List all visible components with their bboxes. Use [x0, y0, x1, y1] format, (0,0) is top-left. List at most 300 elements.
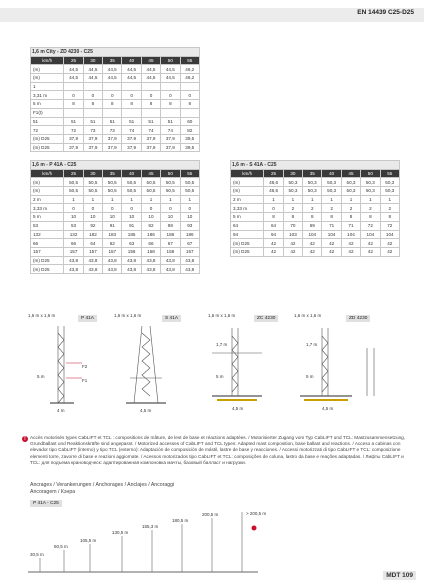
table-cell: 37,9 [122, 134, 141, 143]
d1-dim-f1: F1 [82, 378, 88, 383]
row-label: 2 m [231, 195, 264, 204]
table-cell: 37,9 [64, 134, 83, 143]
table-cell: 50,3 [341, 187, 360, 196]
table-row [31, 187, 200, 196]
table-row [31, 221, 200, 230]
table-cell [103, 82, 122, 91]
d4-dim-5m: 5 m [306, 374, 314, 379]
speed-header-label: km/h [231, 169, 264, 178]
d4-dim-width: 4,5 m [322, 406, 334, 411]
table-cell: 8 [122, 100, 141, 109]
table-cell: 51 [64, 117, 83, 126]
table-cell: 44,5 [141, 65, 160, 74]
row-label: (m) [231, 187, 264, 196]
table-row [31, 247, 200, 256]
d1-badge: P 41A [78, 315, 97, 322]
table-cell: 50,5 [103, 187, 122, 196]
table-cell: 43,8 [103, 256, 122, 265]
table-cell: 42 [341, 247, 360, 256]
row-label: F1(t) [31, 108, 64, 117]
height-6: 200,5 m [202, 512, 219, 517]
table-cell: 37,9 [161, 134, 180, 143]
table-cell: 51 [122, 117, 141, 126]
row-label: 64 [231, 221, 264, 230]
table-cell: 157 [180, 247, 199, 256]
table-cell: 8 [264, 213, 283, 222]
table-cell: 37,9 [83, 134, 102, 143]
table-cell: 37,9 [141, 143, 160, 152]
table-cell: 8 [141, 100, 160, 109]
anchorage-title-line2: Ancoragem / Кэнра [30, 488, 76, 495]
table-cell: 1 [341, 195, 360, 204]
table-row [31, 100, 200, 109]
table-cell: 43,8 [141, 256, 160, 265]
speed-header: 25 [64, 56, 83, 65]
height-7: > 200,5 m [246, 511, 267, 516]
table-cell: 10 [64, 213, 83, 222]
table-cell [64, 108, 83, 117]
table-cell: 183 [103, 230, 122, 239]
speed-header: 55 [180, 169, 199, 178]
d2-dim-width: 4,5 m [140, 408, 152, 413]
table-cell: 104 [303, 230, 322, 239]
table-cell: 104 [361, 230, 380, 239]
height-3: 130,5 m [112, 530, 129, 535]
table-cell: 44,5 [161, 65, 180, 74]
table-cell: 50,3 [322, 187, 341, 196]
speed-header: 50 [361, 169, 380, 178]
table-cell: 0 [122, 204, 141, 213]
table-cell: 0 [64, 91, 83, 100]
table-cell: 64 [264, 221, 283, 230]
row-label: 132 [31, 230, 64, 239]
table-cell: 91 [103, 221, 122, 230]
speed-header: 35 [103, 56, 122, 65]
table-row [31, 178, 200, 187]
row-label: 94 [231, 230, 264, 239]
table-row [231, 195, 400, 204]
table-cell: 74 [141, 126, 160, 135]
table-cell: 51 [83, 117, 102, 126]
table-cell: 60 [180, 117, 199, 126]
table-row [31, 134, 200, 143]
height-1: 60,5 m [54, 544, 68, 549]
row-label: (m) [31, 74, 64, 83]
d3-dim-height: 1,7 m [216, 342, 228, 347]
table-cell: 10 [83, 213, 102, 222]
table-cell: 1 [122, 195, 141, 204]
table-cell [64, 82, 83, 91]
table-row [31, 65, 200, 74]
table-cell: 37,9 [103, 143, 122, 152]
height-0: 30,5 m [30, 552, 44, 557]
notes-text: Accès motorisés types CabLIFT et TCL : compositions de mâture, de lest de base et réactions adaptées. / Motorisierter Zugang vom Typ CabLIFT und TCL: Mastzusammensetzung, Grundballast und Reaktionskräfte sind angepasst. / Motorized accesses of CabLIFT and TCL types: Adapted mast composition, base ballast and reactions. / Acceso a cabinas con elevador tipo CabLIFT (interno) y tipo TCL (externo): Adaptación de composición de mástil, lastre de base y reacciones. / Accessi motorizzati di tipo CabLIFT e TCL: composizione elementi torre, zavorre di base e reazioni aggiornate. / Acessos motorizados tipo CabLIFT et TCL: composições de coluna, lastro da base e reações adaptadas. / Лифты CabLIFT и TCL: для подъема крановодческ: адаптированная компоновка мачты, базовый балласт и нагрузки. [30, 435, 406, 465]
table-cell: 72 [64, 126, 83, 135]
table-cell: 50,3 [322, 178, 341, 187]
table-cell: 44,5 [64, 74, 83, 83]
table-cell: 98 [161, 221, 180, 230]
table-cell: 10 [180, 213, 199, 222]
row-label: 1 [31, 82, 64, 91]
table-cell: 67 [161, 239, 180, 248]
table-cell: 0 [264, 204, 283, 213]
table-cell: 44,5 [83, 74, 102, 83]
table-cell [161, 108, 180, 117]
table-cell: 74 [161, 126, 180, 135]
table-cell: 10 [103, 213, 122, 222]
speed-header: 35 [303, 169, 322, 178]
table-cell: 71 [341, 221, 360, 230]
table-cell: 132 [64, 230, 83, 239]
table-cell: 50,5 [83, 187, 102, 196]
speed-header: 55 [380, 169, 399, 178]
table-cell: 1 [303, 195, 322, 204]
table-cell: 94 [264, 230, 283, 239]
table-cell: 1 [180, 195, 199, 204]
table-cell: 50,5 [180, 187, 199, 196]
table-cell: 8 [322, 213, 341, 222]
table-cell: 42 [361, 247, 380, 256]
table-cell: 74 [122, 126, 141, 135]
speed-header: 45 [141, 56, 160, 65]
table-cell: 53 [64, 221, 83, 230]
table-cell: 92 [83, 221, 102, 230]
table-cell: 0 [83, 204, 102, 213]
table-row [231, 221, 400, 230]
anchorage-title-line1: Ancrages / Verankerungen / Anchorages / Anclajes / Ancoraggi [30, 482, 175, 488]
table-cell [83, 82, 102, 91]
table-cell: 43,8 [180, 256, 199, 265]
table-cell: 42 [264, 239, 283, 248]
d1-top-label: 1,6 m x 1,6 m [28, 313, 56, 318]
speed-header: 30 [83, 56, 102, 65]
table-cell [180, 108, 199, 117]
table-cell: 186 [141, 230, 160, 239]
speed-header: 40 [122, 56, 141, 65]
row-label: 2 m [31, 195, 64, 204]
d1-dim-height: 5 m [37, 374, 45, 379]
table-cell: 1 [322, 195, 341, 204]
table-cell: 43,8 [83, 265, 102, 274]
table-cell: 50,3 [283, 178, 302, 187]
row-label: (m) D25 [231, 247, 264, 256]
table-cell: 50,3 [283, 187, 302, 196]
speed-header: 45 [141, 169, 160, 178]
table-title: 1,6 m City - ZD 4230 - C25 [31, 48, 200, 57]
table-cell: 186 [161, 230, 180, 239]
speed-header: 35 [103, 169, 122, 178]
table-cell: 64 [83, 239, 102, 248]
row-label: 5 m [231, 213, 264, 222]
speed-header: 50 [161, 56, 180, 65]
table-cell: 2 [380, 204, 399, 213]
table-cell: 44,5 [103, 65, 122, 74]
row-label: 157 [31, 247, 64, 256]
table-title: 1,6 m - S 41A - C25 [231, 161, 400, 170]
table-cell: 46,2 [180, 74, 199, 83]
table-row [31, 143, 200, 152]
d3-dim-5m: 5 m [216, 374, 224, 379]
table-cell: 42 [283, 239, 302, 248]
row-label: (m) D25 [31, 143, 64, 152]
table-cell: 0 [141, 204, 160, 213]
table-row [231, 178, 400, 187]
row-label: 3,33 m [31, 204, 64, 213]
table-cell: 2 [303, 204, 322, 213]
table-s41a [230, 160, 400, 257]
table-cell: 157 [103, 247, 122, 256]
table-cell: 157 [64, 247, 83, 256]
table-cell: 43,8 [103, 265, 122, 274]
table-cell: 0 [103, 204, 122, 213]
speed-header: 40 [122, 169, 141, 178]
table-row [31, 230, 200, 239]
speed-header: 25 [264, 169, 283, 178]
table-row [231, 230, 400, 239]
table-cell: 46,2 [180, 65, 199, 74]
table-cell: 73 [103, 126, 122, 135]
table-cell: 50,5 [141, 178, 160, 187]
table-cell: 72 [380, 221, 399, 230]
d3-badge: ZC 4230 [254, 315, 278, 322]
page-number: MDT 109 [383, 571, 416, 580]
table-cell: 104 [380, 230, 399, 239]
table-cell [141, 82, 160, 91]
speed-header-label: km/h [31, 56, 64, 65]
table-cell: 70 [283, 221, 302, 230]
table-cell: 42 [341, 239, 360, 248]
table-row [231, 247, 400, 256]
table-cell: 39,5 [180, 143, 199, 152]
table-cell: 42 [264, 247, 283, 256]
table-cell [161, 82, 180, 91]
table-cell: 0 [141, 91, 160, 100]
table-cell: 48,6 [264, 187, 283, 196]
table-cell: 8 [64, 100, 83, 109]
table-cell: 37,9 [83, 143, 102, 152]
table-cell: 0 [83, 91, 102, 100]
table-cell: 37,9 [64, 143, 83, 152]
table-cell: 42 [303, 239, 322, 248]
row-label: 51 [31, 117, 64, 126]
table-cell: 44,5 [122, 65, 141, 74]
d1-dim-width: 4 m [57, 408, 65, 413]
row-label: (m) D25 [31, 256, 64, 265]
table-cell [83, 108, 102, 117]
row-label: (m) D25 [31, 265, 64, 274]
table-row [31, 239, 200, 248]
table-row [31, 74, 200, 83]
row-label: (m) [231, 178, 264, 187]
table-cell: 103 [283, 230, 302, 239]
d1-dim-f2: F2 [82, 364, 88, 369]
speed-header: 45 [341, 169, 360, 178]
table-cell: 50,5 [141, 187, 160, 196]
table-cell: 44,5 [83, 65, 102, 74]
table-cell [122, 108, 141, 117]
table-cell: 63 [122, 239, 141, 248]
table-cell: 66 [141, 239, 160, 248]
table-cell: 0 [64, 204, 83, 213]
table-cell: 37,9 [103, 134, 122, 143]
anchorage-badge: P 41A - C25 [30, 500, 62, 507]
table-cell: 42 [283, 247, 302, 256]
d2-badge: S 41A [162, 315, 181, 322]
table-cell: 8 [103, 100, 122, 109]
table-cell: 43,8 [64, 265, 83, 274]
table-cell: 43,8 [122, 265, 141, 274]
table-cell: 2 [322, 204, 341, 213]
d4-top-label: 1,6 m x 1,6 m [294, 313, 322, 318]
table-cell: 42 [322, 239, 341, 248]
table-cell: 50,5 [83, 178, 102, 187]
table-cell: 37,9 [122, 143, 141, 152]
table-cell: 50,5 [161, 178, 180, 187]
table-cell: 0 [122, 91, 141, 100]
table-cell: 0 [180, 91, 199, 100]
table-cell: 158 [161, 247, 180, 256]
table-p41a [30, 160, 200, 274]
table-cell: 1 [83, 195, 102, 204]
table-cell: 50,3 [380, 178, 399, 187]
table-cell: 8 [303, 213, 322, 222]
table-row [31, 195, 200, 204]
height-5: 180,5 m [172, 518, 189, 523]
table-cell: 44,5 [161, 74, 180, 83]
d3-dim-width: 4,5 m [232, 406, 244, 411]
table-cell: 43,8 [180, 265, 199, 274]
table-cell: 39,5 [180, 134, 199, 143]
table-cell: 2 [283, 204, 302, 213]
table-cell [141, 108, 160, 117]
table-cell: 10 [122, 213, 141, 222]
table-cell: 1 [361, 195, 380, 204]
row-label: 72 [31, 126, 64, 135]
table-cell: 1 [64, 195, 83, 204]
table-cell: 43,8 [141, 265, 160, 274]
table-row [31, 108, 200, 117]
table-cell: 1 [380, 195, 399, 204]
table-cell: 50,3 [361, 178, 380, 187]
row-label: 66 [31, 239, 64, 248]
table-cell: 43,8 [161, 265, 180, 274]
table-cell: 48,6 [264, 178, 283, 187]
row-label: (m) [31, 65, 64, 74]
table-cell: 50,3 [361, 187, 380, 196]
table-cell: 1 [283, 195, 302, 204]
table-cell: 50,5 [64, 187, 83, 196]
speed-header: 55 [180, 56, 199, 65]
table-cell [180, 82, 199, 91]
table-cell: 67 [180, 239, 199, 248]
table-cell: 37,9 [161, 143, 180, 152]
table-cell: 93 [180, 221, 199, 230]
mast-diagrams [22, 308, 417, 428]
table-cell: 42 [380, 247, 399, 256]
table-row [231, 204, 400, 213]
row-label: 53 [31, 221, 64, 230]
speed-header: 30 [283, 169, 302, 178]
table-row [31, 213, 200, 222]
table-cell: 51 [103, 117, 122, 126]
table-cell: 51 [141, 117, 160, 126]
table-cell: 73 [83, 126, 102, 135]
table-cell: 51 [161, 117, 180, 126]
table-cell: 44,5 [122, 74, 141, 83]
table-cell: 104 [341, 230, 360, 239]
table-cell: 104 [322, 230, 341, 239]
table-cell: 2 [361, 204, 380, 213]
row-label: (m) D25 [31, 134, 64, 143]
row-label: 3,31 m [31, 91, 64, 100]
height-4: 155,3 m [142, 524, 159, 529]
table-cell: 8 [180, 100, 199, 109]
table-row [31, 265, 200, 274]
table-cell: 50,5 [103, 178, 122, 187]
table-cell: 182 [83, 230, 102, 239]
table-cell: 185 [122, 230, 141, 239]
table-cell: 50,3 [341, 178, 360, 187]
table-cell: 50,3 [303, 178, 322, 187]
table-cell: 186 [180, 230, 199, 239]
table-cell: 69 [303, 221, 322, 230]
row-label: (m) [31, 178, 64, 187]
row-label: 3,33 m [231, 204, 264, 213]
table-cell [122, 82, 141, 91]
row-label: (m) [31, 187, 64, 196]
table-title: 1,6 m - P 41A - C25 [31, 161, 200, 170]
d4-badge: ZD 4230 [346, 315, 370, 322]
table-cell: 50,5 [180, 178, 199, 187]
table-cell: 50,5 [122, 187, 141, 196]
standard-label: EN 14439 C25-D25 [357, 9, 414, 16]
table-cell: 50,5 [161, 187, 180, 196]
table-cell: 8 [83, 100, 102, 109]
table-cell: 44,5 [103, 74, 122, 83]
speed-header-label: km/h [31, 169, 64, 178]
height-2: 105,5 m [80, 538, 97, 543]
table-cell: 37,9 [141, 134, 160, 143]
table-cell: 8 [380, 213, 399, 222]
table-cell: 2 [341, 204, 360, 213]
table-row [31, 256, 200, 265]
table-cell: 43,8 [161, 256, 180, 265]
speed-header: 30 [83, 169, 102, 178]
table-cell: 10 [141, 213, 160, 222]
table-cell: 62 [103, 239, 122, 248]
table-cell: 43,8 [83, 256, 102, 265]
table-cell: 10 [161, 213, 180, 222]
table-cell [103, 108, 122, 117]
table-row [231, 239, 400, 248]
table-cell: 1 [264, 195, 283, 204]
table-cell: 42 [380, 239, 399, 248]
table-zd4230 [30, 47, 200, 152]
table-cell: 1 [141, 195, 160, 204]
table-cell: 156 [122, 247, 141, 256]
table-cell: 44,5 [141, 74, 160, 83]
table-cell: 66 [64, 239, 83, 248]
row-label: 5 m [31, 100, 64, 109]
table-row [31, 82, 200, 91]
speed-header: 50 [161, 169, 180, 178]
row-label: (m) D25 [231, 239, 264, 248]
d4-dim-height: 1,7 m [306, 342, 318, 347]
table-cell: 157 [83, 247, 102, 256]
table-cell: 8 [161, 100, 180, 109]
table-cell: 0 [103, 91, 122, 100]
table-cell: 50,5 [64, 178, 83, 187]
